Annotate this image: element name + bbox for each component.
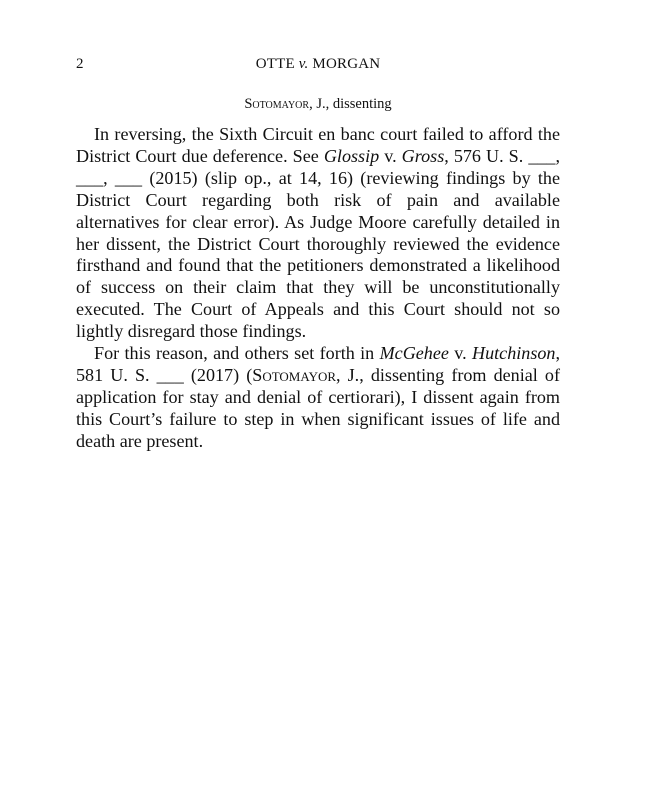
case-citation-gross: Gross [401, 145, 445, 166]
paragraph-2-text-c: , 581 U. S. ___ (2017) ( [76, 343, 560, 385]
paragraph-1-text-b: v. [379, 145, 402, 166]
paragraph-1-text-a: In reversing, the Sixth Circuit en banc court failed to afford the District Court due deference. See [76, 124, 560, 166]
case-citation-glossip: Glossip [323, 145, 380, 166]
case-title-party-2: MORGAN [308, 56, 381, 72]
paragraph-2-text-d: , J., dissenting from denial of application for stay and denial of certiorari), I dissent again from this Court’s failure to step in when significant issues of life and death are present. [76, 364, 560, 451]
case-title [76, 56, 560, 73]
paragraph-2 [76, 343, 560, 453]
paragraph-1 [76, 124, 560, 343]
opinion-body [76, 124, 560, 453]
case-citation-hutchinson: Hutchinson [472, 343, 556, 364]
paragraph-2-text-a: For this reason, and others set forth in [94, 343, 380, 364]
case-citation-mcgehee: McGehee [379, 343, 449, 364]
case-title-versus: v. [298, 56, 309, 72]
paragraph-2-text-b: v. [448, 343, 473, 364]
opinion-type: , J., dissenting [309, 96, 392, 112]
justice-name-inline: Sotomayor [252, 364, 337, 385]
paragraph-1-text-c: , 576 U. S. ___, ___, ___ (2015) (slip op., at 14, 16) (reviewing findings by the District Court regarding both risk of pain and available alternatives for clear error). As Judge Moore carefully detailed in her dissent, the District Court thoroughly reviewed the evidence firsthand and found that the petitioners demonstrated a likelihood of success on their claim that they will be unconstitutionally executed. The Court of Appeals and this Court should not so lightly disregard those findings. [76, 145, 560, 342]
opinion-author-line [76, 96, 560, 113]
page-number: 2 [76, 56, 84, 72]
case-title-party-1: OTTE [255, 56, 299, 72]
running-header [76, 56, 560, 78]
justice-name: Sotomayor [244, 96, 310, 112]
